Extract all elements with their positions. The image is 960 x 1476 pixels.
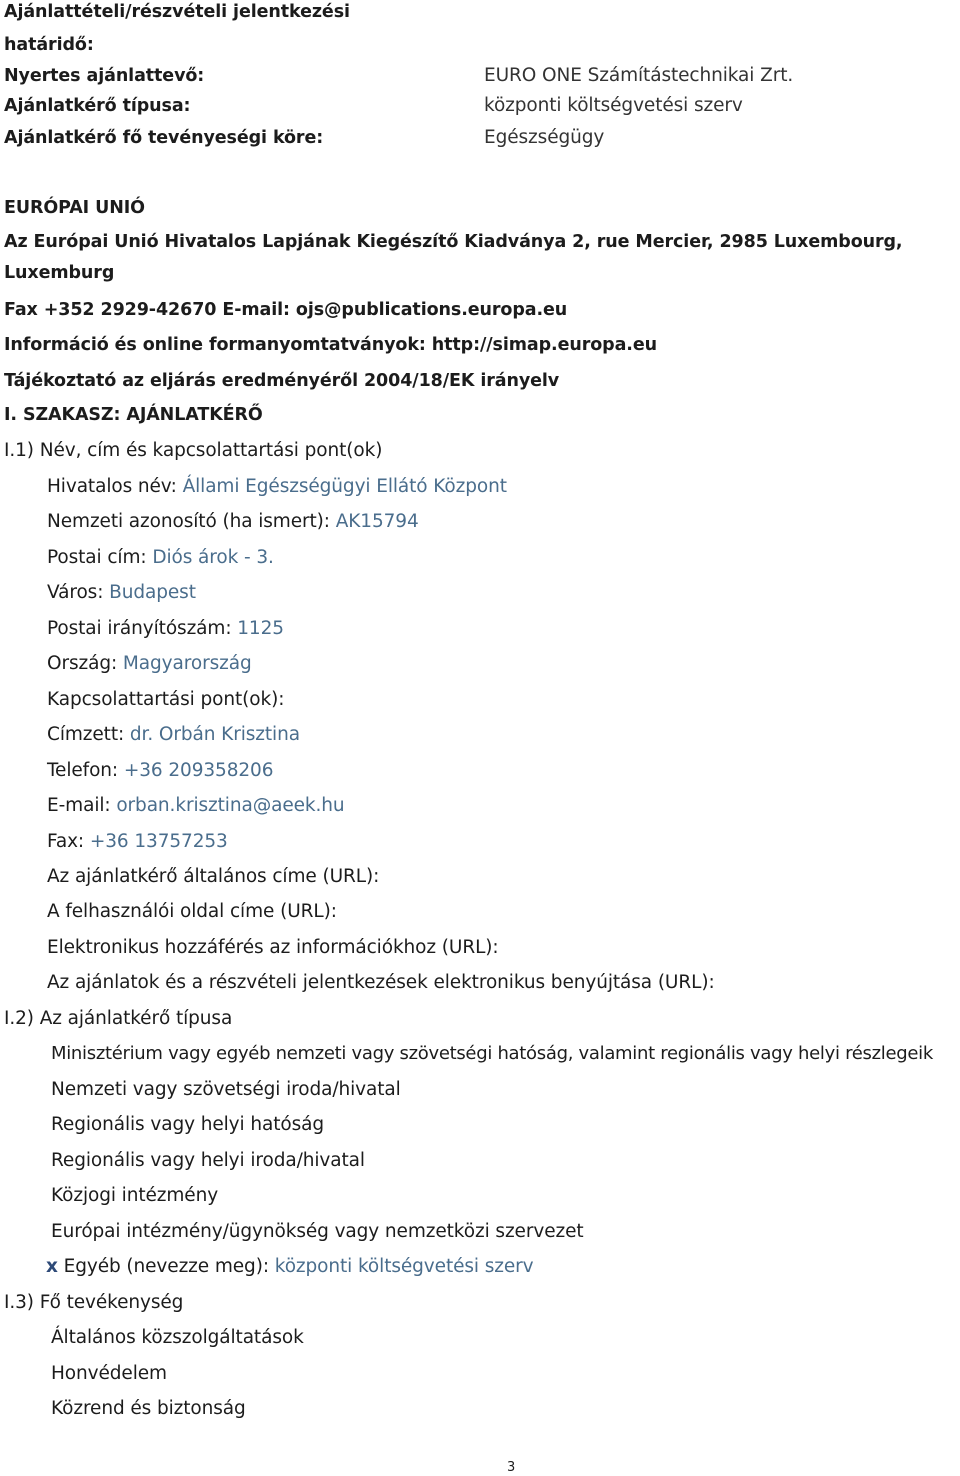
other-label: Egyéb (nevezze meg): (57, 1256, 275, 1277)
eu-fax-email: Fax +352 2929-42670 E-mail: ojs@publications.europa.eu (4, 300, 568, 320)
authority-type-option: Közjogi intézmény (51, 1185, 219, 1206)
postal-address-row (47, 546, 274, 570)
postcode-row (47, 617, 284, 641)
national-id-row (47, 510, 419, 534)
general-url-label: Az ajánlatkérő általános címe (URL): (47, 866, 380, 887)
national-id-label: Nemzeti azonosító (ha ismert): (47, 511, 336, 532)
country-value: Magyarország (122, 653, 252, 674)
s1-3-heading: I.3) Fő tevékenység (4, 1292, 184, 1313)
email-row (47, 794, 345, 818)
main-activity-option: Általános közszolgáltatások (51, 1327, 304, 1348)
main-activity-option: Honvédelem (51, 1363, 167, 1384)
eu-title: EURÓPAI UNIÓ (4, 198, 145, 218)
authority-type-option: Európai intézmény/ügynökség vagy nemzetközi szervezet (51, 1221, 584, 1242)
city-label: Város: (47, 582, 110, 603)
official-name-label: Hivatalos név: (47, 476, 183, 497)
country-row (47, 652, 252, 676)
city-row (47, 581, 196, 605)
contact-points-label: Kapcsolattartási pont(ok): (47, 689, 285, 710)
electronic-submission-label: Az ajánlatok és a részvételi jelentkezések elektronikus benyújtása (URL): (47, 972, 715, 993)
electronic-access-label: Elektronikus hozzáférés az információkhoz (URL): (47, 937, 499, 958)
deadline-label-line1: Ajánlattételi/részvételi jelentkezési (4, 2, 350, 22)
authority-type-option: Minisztérium vagy egyéb nemzeti vagy szövetségi hatóság, valamint regionális vagy helyi részlegeik (51, 1043, 933, 1064)
main-activity-value: Egészségügy (484, 127, 605, 148)
phone-value: +36 209358206 (123, 760, 274, 781)
city-value: Budapest (109, 582, 196, 603)
winner-value: EURO ONE Számítástechnikai Zrt. (484, 65, 794, 86)
notice-title: Tájékoztató az eljárás eredményéről 2004/18/EK irányelv (4, 371, 560, 391)
postcode-label: Postai irányítószám: (47, 618, 238, 639)
addressee-row (47, 723, 300, 747)
phone-label: Telefon: (47, 760, 124, 781)
addressee-value: dr. Orbán Krisztina (129, 724, 300, 745)
official-name-value: Állami Egészségügyi Ellátó Központ (182, 476, 507, 497)
eu-info-url: Információ és online formanyomtatványok: http://simap.europa.eu (4, 335, 657, 355)
page-number: 3 (507, 1460, 516, 1475)
email-label: E-mail: (47, 795, 117, 816)
authority-type-other-row (46, 1255, 534, 1279)
authority-type-option: Nemzeti vagy szövetségi iroda/hivatal (51, 1079, 401, 1100)
authority-type-option: Regionális vagy helyi hatóság (51, 1114, 324, 1135)
official-name-row (47, 475, 507, 499)
postal-address-label: Postai cím: (47, 547, 153, 568)
fax-row (47, 830, 228, 854)
addressee-label: Címzett: (47, 724, 130, 745)
postal-address-value: Diós árok - 3. (152, 547, 274, 568)
country-label: Ország: (47, 653, 123, 674)
main-activity-option: Közrend és biztonság (51, 1398, 246, 1419)
selected-mark: x (46, 1256, 58, 1277)
national-id-value: AK15794 (335, 511, 419, 532)
fax-value: +36 13757253 (89, 831, 228, 852)
eu-address-line2: Luxemburg (4, 263, 115, 283)
authority-type-option: Regionális vagy helyi iroda/hivatal (51, 1150, 365, 1171)
email-value: orban.krisztina@aeek.hu (116, 795, 345, 816)
buyer-profile-label: A felhasználói oldal címe (URL): (47, 901, 337, 922)
section-title: I. SZAKASZ: AJÁNLATKÉRŐ (4, 405, 263, 425)
s1-1-heading: I.1) Név, cím és kapcsolattartási pont(ok) (4, 440, 383, 461)
other-value: központi költségvetési szerv (274, 1256, 534, 1277)
contracting-type-value: központi költségvetési szerv (484, 95, 743, 116)
winner-label: Nyertes ajánlattevő: (4, 66, 205, 86)
s1-2-heading: I.2) Az ajánlatkérő típusa (4, 1008, 233, 1029)
postcode-value: 1125 (237, 618, 284, 639)
eu-address-line1: Az Európai Unió Hivatalos Lapjának Kiegészítő Kiadványa 2, rue Mercier, 2985 Luxembourg, (4, 232, 903, 252)
deadline-label-line2: határidő: (4, 35, 94, 55)
phone-row (47, 759, 273, 783)
fax-label: Fax: (47, 831, 90, 852)
main-activity-label: Ajánlatkérő fő tevényeségi köre: (4, 128, 324, 148)
contracting-type-label: Ajánlatkérő típusa: (4, 96, 191, 116)
